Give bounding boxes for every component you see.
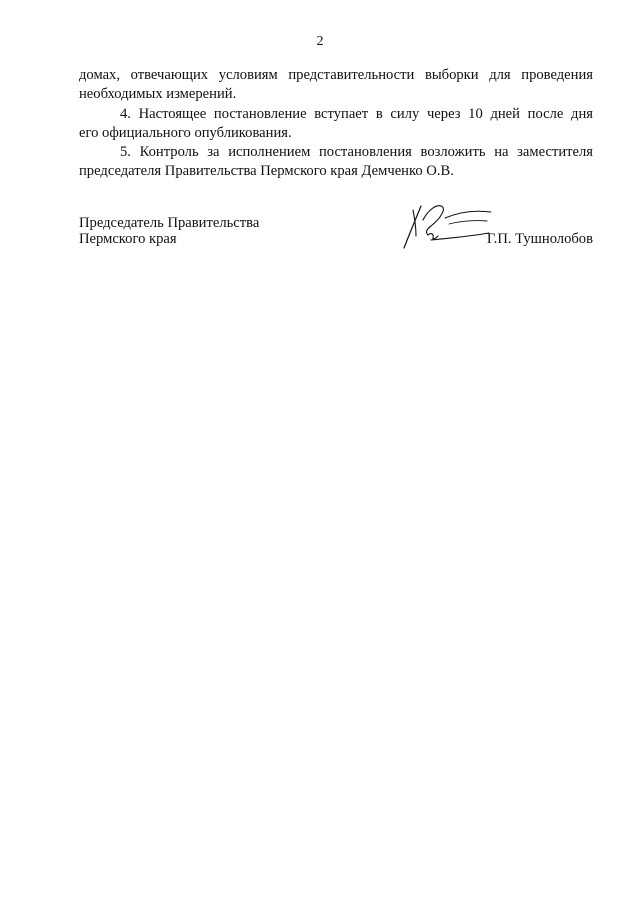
paragraph-continuation (79, 66, 593, 105)
signer-title-line: Председатель Правительства (79, 215, 260, 231)
paragraph-line: домах, отвечающих условиям представительности выборки для проведения (79, 67, 593, 83)
document-body (79, 66, 593, 182)
paragraph-5 (79, 143, 593, 182)
signer-name: Г.П. Тушнолобов (486, 230, 593, 247)
signer-title (79, 216, 259, 247)
paragraph-line: председателя Правительства Пермского края Демченко О.В. (79, 163, 454, 180)
paragraph-line: 5. Контроль за исполнением постановления возложить на заместителя (120, 144, 593, 161)
paragraph-4 (79, 105, 593, 144)
paragraph-line: 4. Настоящее постановление вступает в силу через 10 дней после дня (120, 105, 593, 122)
signer-title-line: Пермского края (79, 230, 177, 247)
paragraph-line: его официального опубликования. (79, 124, 292, 141)
paragraph-line: необходимых измерений. (79, 86, 237, 103)
signature-block (79, 216, 593, 256)
page-number: 2 (316, 34, 324, 49)
